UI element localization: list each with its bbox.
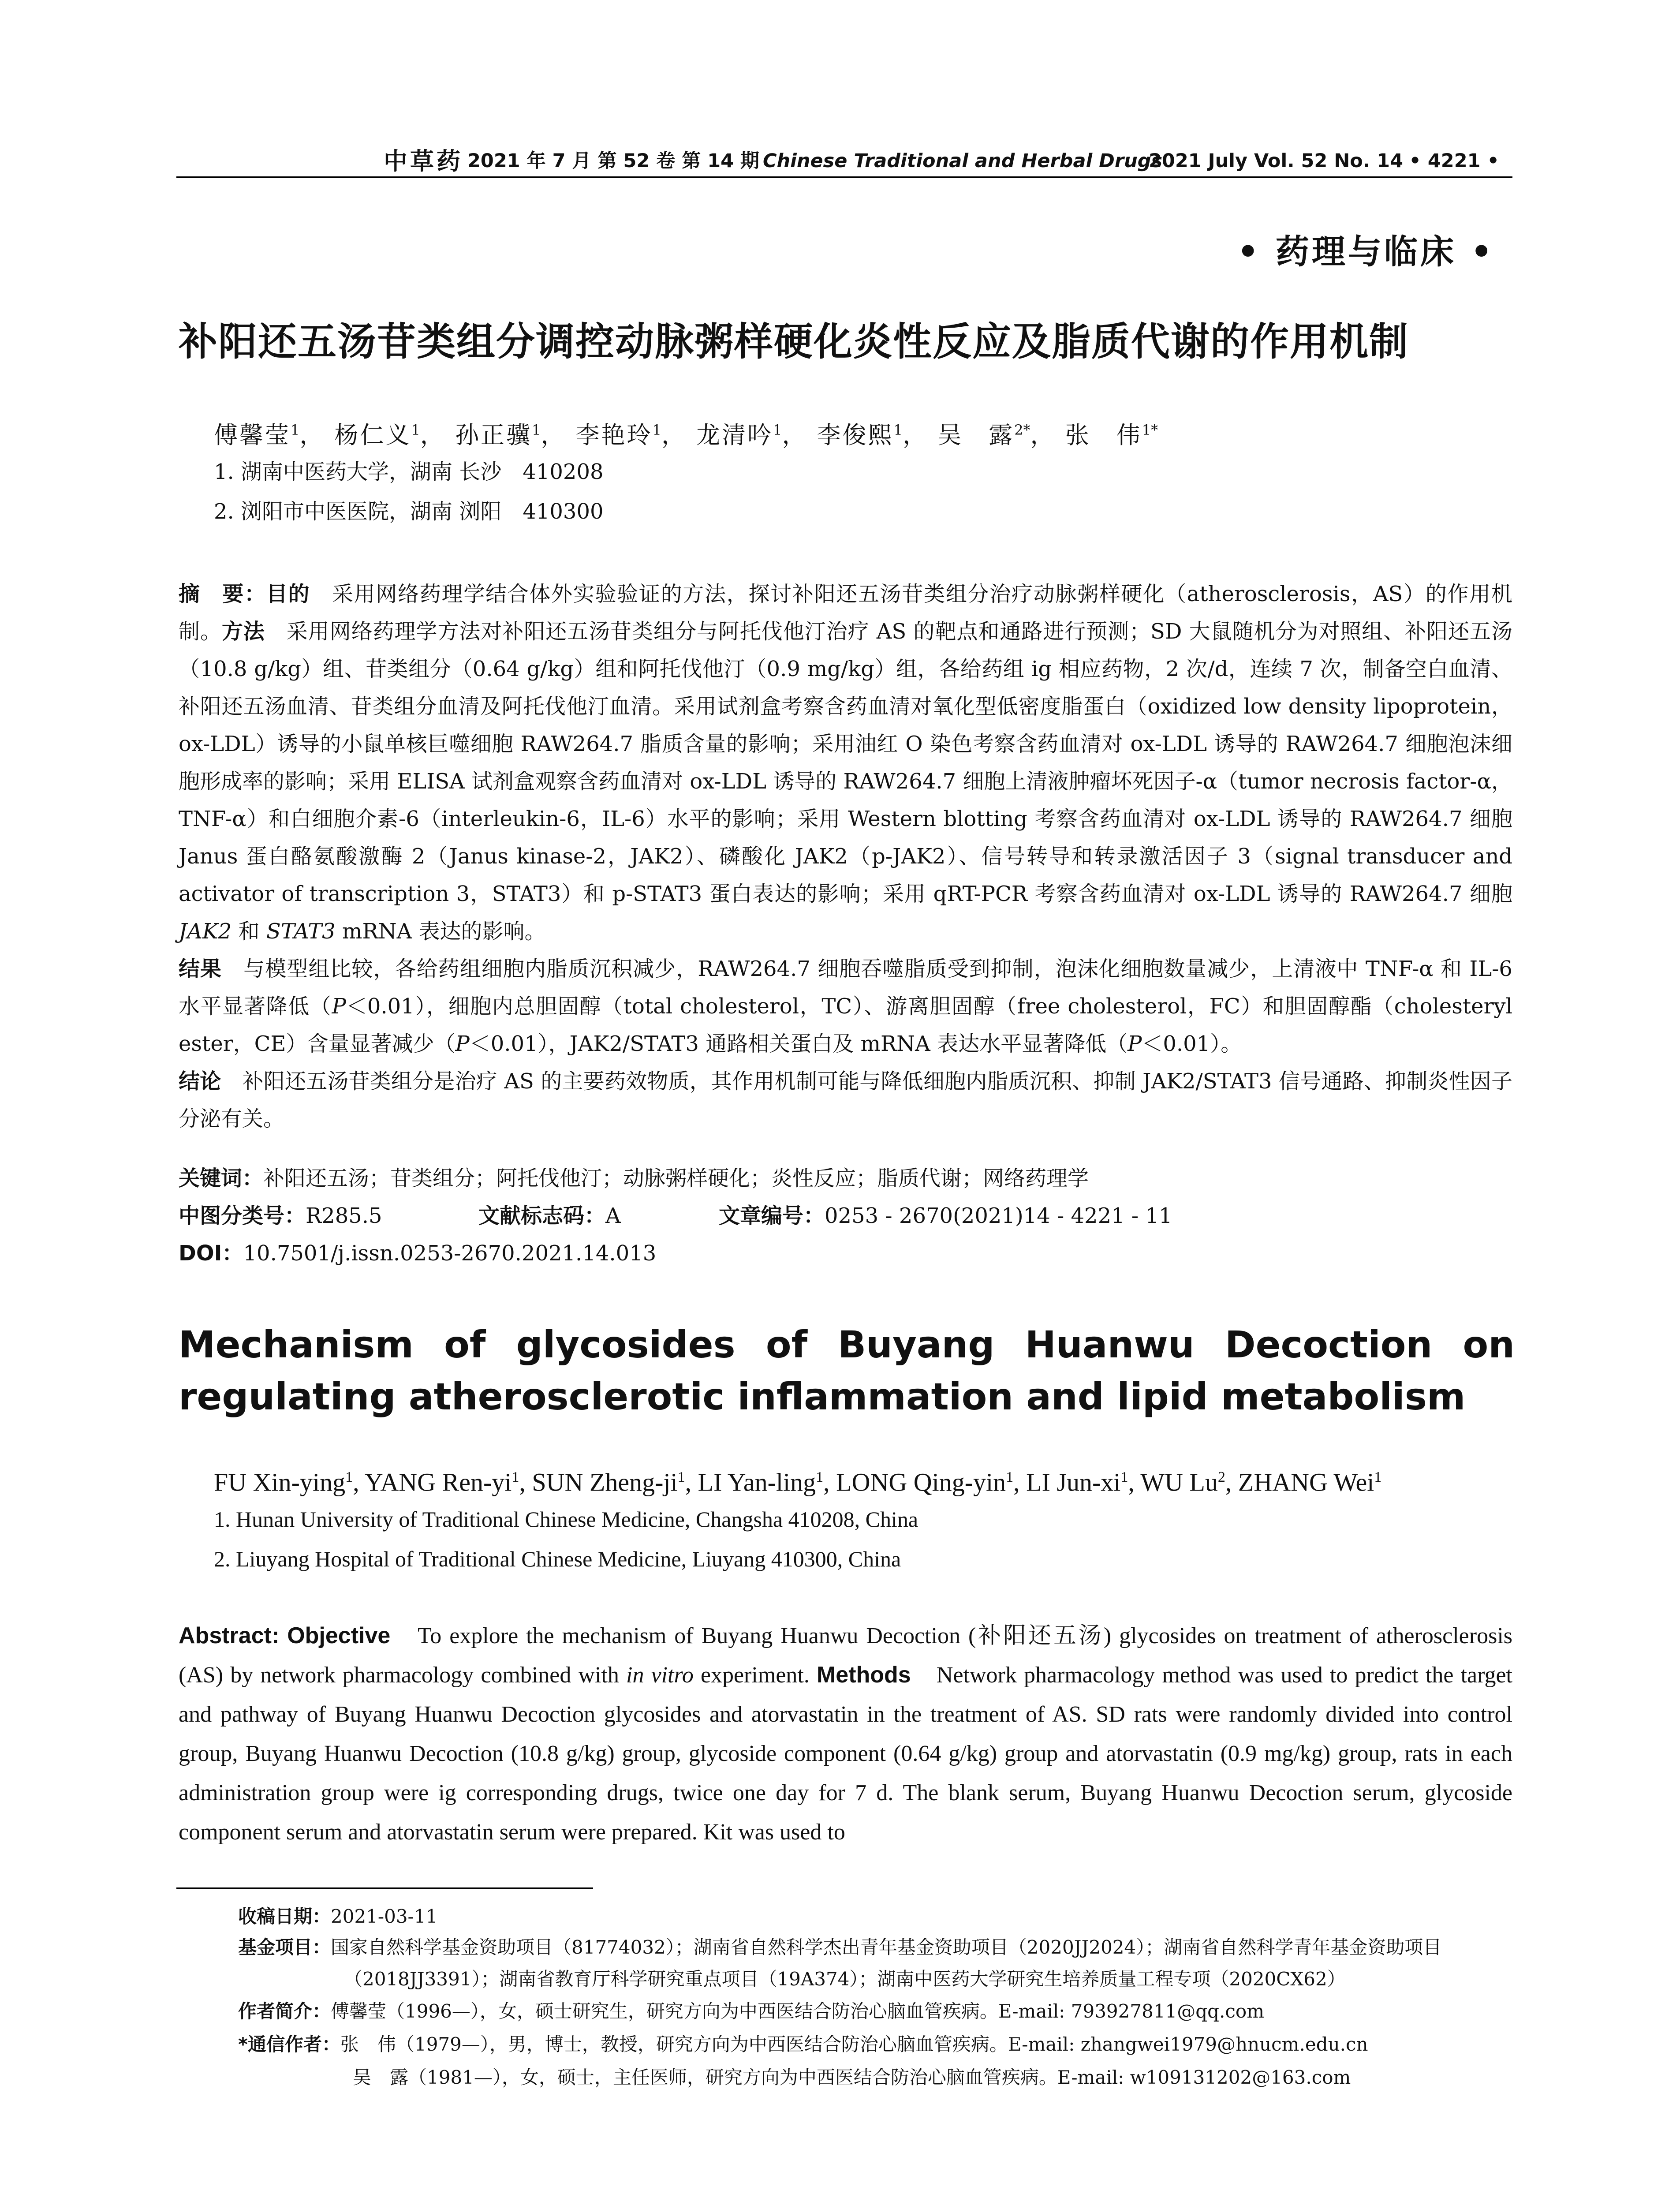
- doc-code-label: 文献标志码：: [478, 1203, 606, 1228]
- footnote-corresponding: [238, 2029, 1512, 2060]
- footnote-corresponding-2: 吴 露（1981—），女，硕士，主任医师，研究方向为中西医结合防治心脑血管疾病。E-mail: w109131202@163.com: [353, 2067, 1351, 2088]
- author-en: YANG Ren-yi: [364, 1468, 512, 1497]
- article-no-label: 文章编号：: [719, 1203, 825, 1228]
- methods-label-cn: 方法: [221, 619, 265, 644]
- author-sup: 1: [1006, 1469, 1014, 1485]
- methods-text-en: Network pharmacology method was used to predict the target and pathway of Buyang Huanwu Decoction glycosides and atorvastatin in the treatment of AS. SD rats were randomly divided into control group, Buyang Huanwu Decoction (10.8 g/kg) group, glycoside component (0.64 g/kg) group and atorvastatin (0.9 mg/kg) group, rats in each administration group were ig corresponding drugs, twice one day for 7 d. The blank serum, Buyang Huanwu Decoction serum, glycoside component serum and atorvastatin serum were prepared. Kit was used to: [179, 1663, 1512, 1845]
- author-cn: 孙正骥: [455, 421, 532, 449]
- author-sup: 1: [411, 422, 420, 438]
- keywords: [179, 1160, 1089, 1197]
- funding-label: 基金项目：: [238, 1936, 331, 1958]
- p-symbol: P: [455, 1031, 470, 1056]
- author-sup: 1: [532, 422, 541, 438]
- author-en: SUN Zheng-ji: [532, 1468, 678, 1497]
- issue-info-cn: 2021 年 7 月 第 52 卷 第 14 期: [467, 150, 760, 172]
- author-en: LI Jun-xi: [1026, 1468, 1121, 1497]
- bio-label: 作者简介：: [238, 2000, 331, 2022]
- abstract-en: [179, 1616, 1512, 1852]
- corr-label: *通信作者：: [238, 2033, 340, 2055]
- page-number: • 4221 •: [1409, 150, 1499, 172]
- conclusion-text-cn: 补阳还五汤苷类组分是治疗 AS 的主要药效物质，其作用机制可能与降低细胞内脂质沉积、抑制 JAK2/STAT3 信号通路、抑制炎性因子分泌有关。: [179, 1069, 1512, 1131]
- doc-code-value: A: [605, 1203, 621, 1228]
- gene-jak2: JAK2: [179, 919, 232, 944]
- keywords-text: 补阳还五汤；苷类组分；阿托伐他汀；动脉粥样硬化；炎性反应；脂质代谢；网络药理学: [263, 1166, 1089, 1191]
- footnote-received: [238, 1901, 1512, 1932]
- header-rule: [176, 176, 1512, 178]
- methods-end-cn: mRNA 表达的影响。: [335, 919, 546, 944]
- footnote-rule: [176, 1887, 593, 1889]
- author-sup: 1: [345, 1469, 353, 1485]
- author-cn: 傅馨莹: [214, 421, 291, 449]
- author-en: FU Xin-ying: [214, 1468, 346, 1497]
- conclusion-label-cn: 结论: [179, 1069, 221, 1094]
- gene-stat3: STAT3: [266, 919, 336, 944]
- funding-text: 国家自然科学基金资助项目（81774032）；湖南省自然科学杰出青年基金资助项目（2020JJ2024）；湖南省自然科学青年基金资助项目（2018JJ3391）；湖南省教育厅科学研究重点项目（19A374）；湖南中医药大学研究生培养质量工程专项（2020CX62）: [331, 1936, 1442, 1990]
- abstract-cn: [179, 576, 1512, 1241]
- author-en: WU Lu: [1140, 1468, 1218, 1497]
- author-sup: 1: [511, 1469, 519, 1485]
- author-sup: 1: [1120, 1469, 1128, 1485]
- author-cn: 龙清吟: [696, 421, 773, 449]
- affiliation-en: 2. Liuyang Hospital of Traditional Chinese Medicine, Liuyang 410300, China: [214, 1547, 901, 1571]
- running-header: [176, 146, 1499, 176]
- affiliation-en: 1. Hunan University of Traditional Chinese Medicine, Changsha 410208, China: [214, 1507, 918, 1532]
- author-cn: 杨仁义: [334, 421, 411, 449]
- author-sup: 1*: [1142, 422, 1158, 438]
- author-cn: 吴 露: [937, 421, 1015, 449]
- doi-line: [179, 1235, 656, 1272]
- received-date: 2021-03-11: [331, 1906, 438, 1927]
- abstract-label-en: Abstract:: [179, 1623, 280, 1648]
- clc-value: R285.5: [306, 1203, 382, 1228]
- column-heading: • 药理与临床 •: [1237, 232, 1495, 271]
- in-vitro-term: in vitro: [626, 1663, 694, 1688]
- authors-cn: 傅馨莹$^1$， 杨仁义$^1$， 孙正骥$^1$， 李艳玲$^1$， 龙清吟$^1$， 李俊熙$^1$， 吴 露$^{2*}$， 张 伟$^{1*}$: [214, 421, 1158, 449]
- clc-label: 中图分类号：: [179, 1203, 306, 1228]
- author-sup: 2*: [1014, 422, 1030, 438]
- affiliation-cn: 2. 浏阳市中医医院，湖南 浏阳 410300: [214, 499, 604, 524]
- objective-end-en: experiment.: [693, 1663, 817, 1688]
- footnote-bio: [238, 1996, 1512, 2027]
- keywords-label: 关键词：: [179, 1166, 264, 1191]
- author-sup: 1: [1374, 1469, 1382, 1485]
- p-symbol: P: [332, 994, 346, 1019]
- objective-label-en: Objective: [287, 1623, 391, 1648]
- title-cn: 补阳还五汤苷类组分调控动脉粥样硬化炎性反应及脂质代谢的作用机制: [179, 319, 1409, 364]
- author-en: LI Yan-ling: [698, 1468, 816, 1497]
- classification-line: [179, 1197, 1172, 1235]
- author-cn: 李艳玲: [575, 421, 653, 449]
- authors-en: FU Xin-ying$^1$, YANG Ren-$yi^1$, SUN Zheng-$ji^1$, LI Yan-ling$^1$, LONG Qing-yin$^1$, LI Jun-$xi^1$, WU Lu$^2$, ZHANG Wei$^1$: [214, 1468, 1382, 1497]
- objective-label-cn: 目的: [266, 582, 310, 606]
- doi-value: 10.7501/j.issn.0253-2670.2021.14.013: [243, 1241, 657, 1266]
- doi-label: DOI：: [179, 1241, 243, 1266]
- abstract-label-cn: 摘 要：: [179, 582, 266, 606]
- methods-text-cn: 采用网络药理学方法对补阳还五汤苷类组分与阿托伐他汀治疗 AS 的靶点和通路进行预测；SD 大鼠随机分为对照组、补阳还五汤（10.8 g/kg）组、苷类组分（0.64 g/kg）组和阿托伐他汀（0.9 mg/kg）组，各给药组 ig 相应药物，2 次/d，连续 7 次，制备空白血清、补阳还五汤血清、苷类组分血清及阿托伐他汀血清。采用试剂盒考察含药血清对氧化型低密度脂蛋白（oxidized low density lipoprotein，ox-LDL）诱导的小鼠单核巨噬细胞 RAW264.7 脂质含量的影响；采用油红 O 染色考察含药血清对 ox-LDL 诱导的 RAW264.7 细胞泡沫细胞形成率的影响；采用 ELISA 试剂盒观察含药血清对 ox-LDL 诱导的 RAW264.7 细胞上清液肿瘤坏死因子-α（tumor necrosis factor-α，TNF-α）和白细胞介素-6（interleukin-6，IL-6）水平的影响；采用 Western blotting 考察含药血清对 ox-LDL 诱导的 RAW264.7 细胞 Janus 蛋白酪氨酸激酶 2（Janus kinase-2，JAK2）、磷酸化 JAK2（p-JAK2）、信号转导和转录激活因子 3（signal transducer and activator of transcription 3，STAT3）和 p-STAT3 蛋白表达的影响；采用 qRT-PCR 考察含药血清对 ox-LDL 诱导的 RAW264.7 细胞: [179, 619, 1512, 906]
- author-en: LONG Qing-yin: [836, 1468, 1006, 1497]
- footnote-funding: [238, 1932, 1512, 1995]
- author-sup: 1: [677, 1469, 685, 1485]
- results-label-cn: 结果: [179, 957, 222, 981]
- author-sup: 1: [652, 422, 661, 438]
- author-sup: 2: [1217, 1469, 1225, 1485]
- article-no-value: 0253 - 2670(2021)14 - 4221 - 11: [825, 1203, 1172, 1228]
- results-text-cn: ＜0.01），JAK2/STAT3 通路相关蛋白及 mRNA 表达水平显著降低（: [469, 1031, 1128, 1056]
- p-symbol: P: [1127, 1031, 1142, 1056]
- author-en: ZHANG Wei: [1238, 1468, 1374, 1497]
- author-sup: 1: [291, 422, 300, 438]
- author-sup: 1: [773, 422, 782, 438]
- title-en: Mechanism of glycosides of Buyang Huanwu Decoction on regulating atherosclerotic inflammation and lipid metabolism: [179, 1323, 1515, 1418]
- journal-name-en: Chinese Traditional and Herbal Drugs: [763, 150, 1163, 172]
- objective-text-cn: 采用网络药理学结合体外实验验证的方法，探讨补阳还五汤苷类组分治疗动脉粥样硬化（atherosclerosis，AS）的作用机制。: [179, 582, 1512, 644]
- received-label: 收稿日期：: [238, 1906, 331, 1927]
- journal-name-cn: 中草药: [384, 147, 463, 175]
- objective-text-en: To explore the mechanism of Buyang Huanwu Decoction (补阳还五汤) glycosides on treatment of atherosclerosis (AS) by network pharmacology combined with: [179, 1623, 1513, 1688]
- affiliation-cn: 1. 湖南中医药大学，湖南 长沙 410208: [214, 460, 604, 484]
- methods-mid-cn: 和: [231, 919, 266, 944]
- author-sup: 1: [893, 422, 903, 438]
- methods-label-en: Methods: [816, 1662, 911, 1688]
- bio-text: 傅馨莹（1996—），女，硕士研究生，研究方向为中西医结合防治心脑血管疾病。E-mail: 793927811@qq.com: [331, 2000, 1265, 2022]
- issue-info-en: 2021 July Vol. 52 No. 14: [1149, 150, 1403, 172]
- author-sup: 1: [816, 1469, 824, 1485]
- results-text-cn: ＜0.01）。: [1142, 1031, 1242, 1056]
- results-text-cn: ＜0.01），细胞内总胆固醇（total cholesterol，TC）、游离胆固醇（free cholesterol，FC）和胆固醇酯（cholesteryl ester，CE）含量显著减少（: [179, 994, 1512, 1056]
- author-cn: 张 伟: [1065, 421, 1142, 449]
- results-text-cn: 与模型组比较，各给药组细胞内脂质沉积减少，RAW264.7 细胞吞噬脂质受到抑制，泡沫化细胞数量减少，上清液中 TNF-α 和 IL-6 水平显著降低（: [179, 957, 1512, 1019]
- author-cn: 李俊熙: [817, 421, 894, 449]
- corr-text-1: 张 伟（1979—），男，博士，教授，研究方向为中西医结合防治心脑血管疾病。E-mail: zhangwei1979@hnucm.edu.cn: [340, 2033, 1368, 2055]
